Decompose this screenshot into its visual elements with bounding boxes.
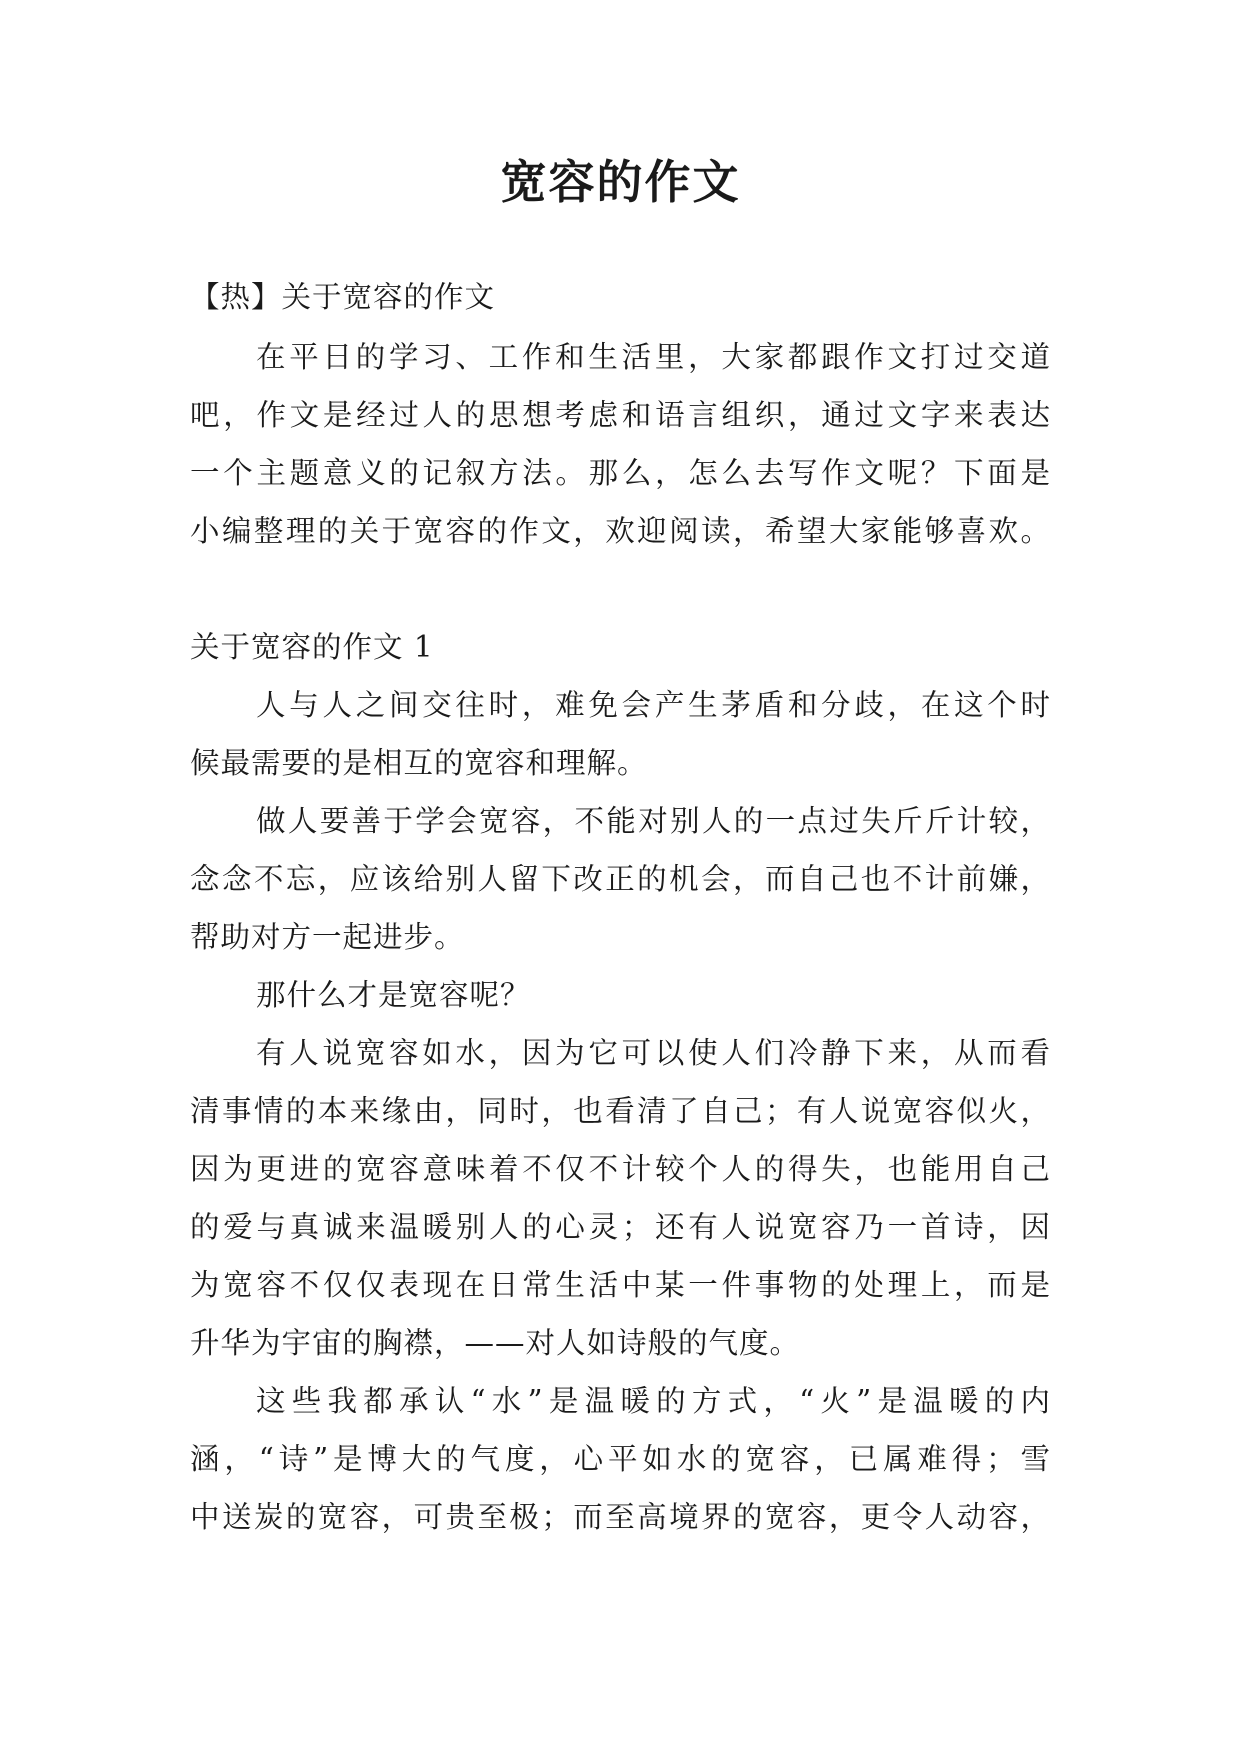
- paragraph-line: 吧，作文是经过人的思想考虑和语言组织，通过文字来表达: [190, 398, 1050, 432]
- paragraph-line: 小编整理的关于宽容的作文，欢迎阅读，希望大家能够喜欢。: [190, 514, 1050, 548]
- paragraph-line: 在平日的学习、工作和生活里，大家都跟作文打过交道: [256, 340, 1050, 374]
- section-heading: 关于宽容的作文 1: [190, 630, 434, 664]
- paragraph-line: 帮助对方一起进步。: [190, 920, 465, 954]
- paragraph-line: 涵，“诗”是博大的气度，心平如水的宽容，已属难得；雪: [190, 1442, 1050, 1476]
- intro-heading: 【热】关于宽容的作文: [190, 280, 496, 314]
- paragraph-line: 这些我都承认“水”是温暖的方式，“火”是温暖的内: [256, 1384, 1050, 1418]
- paragraph-line: 因为更进的宽容意味着不仅不计较个人的得失，也能用自己: [190, 1152, 1050, 1186]
- paragraph-line: 升华为宇宙的胸襟，——对人如诗般的气度。: [190, 1326, 801, 1360]
- paragraph-line: 中送炭的宽容，可贵至极；而至高境界的宽容，更令人动容，: [190, 1500, 1050, 1534]
- paragraph-line: 有人说宽容如水，因为它可以使人们冷静下来，从而看: [256, 1036, 1050, 1070]
- paragraph-line: 为宽容不仅仅表现在日常生活中某一件事物的处理上，而是: [190, 1268, 1050, 1302]
- paragraph-line: 人与人之间交往时，难免会产生茅盾和分歧，在这个时: [256, 688, 1050, 722]
- paragraph-line: 那什么才是宽容呢？: [256, 978, 531, 1012]
- document-title: 宽容的作文: [500, 155, 741, 209]
- paragraph-line: 念念不忘，应该给别人留下改正的机会，而自己也不计前嫌，: [190, 862, 1050, 896]
- paragraph-line: 做人要善于学会宽容，不能对别人的一点过失斤斤计较，: [256, 804, 1050, 838]
- paragraph-line: 候最需要的是相互的宽容和理解。: [190, 746, 648, 780]
- paragraph-line: 清事情的本来缘由，同时，也看清了自己；有人说宽容似火，: [190, 1094, 1050, 1128]
- paragraph-line: 一个主题意义的记叙方法。那么，怎么去写作文呢？下面是: [190, 456, 1050, 490]
- paragraph-line: 的爱与真诚来温暖别人的心灵；还有人说宽容乃一首诗，因: [190, 1210, 1050, 1244]
